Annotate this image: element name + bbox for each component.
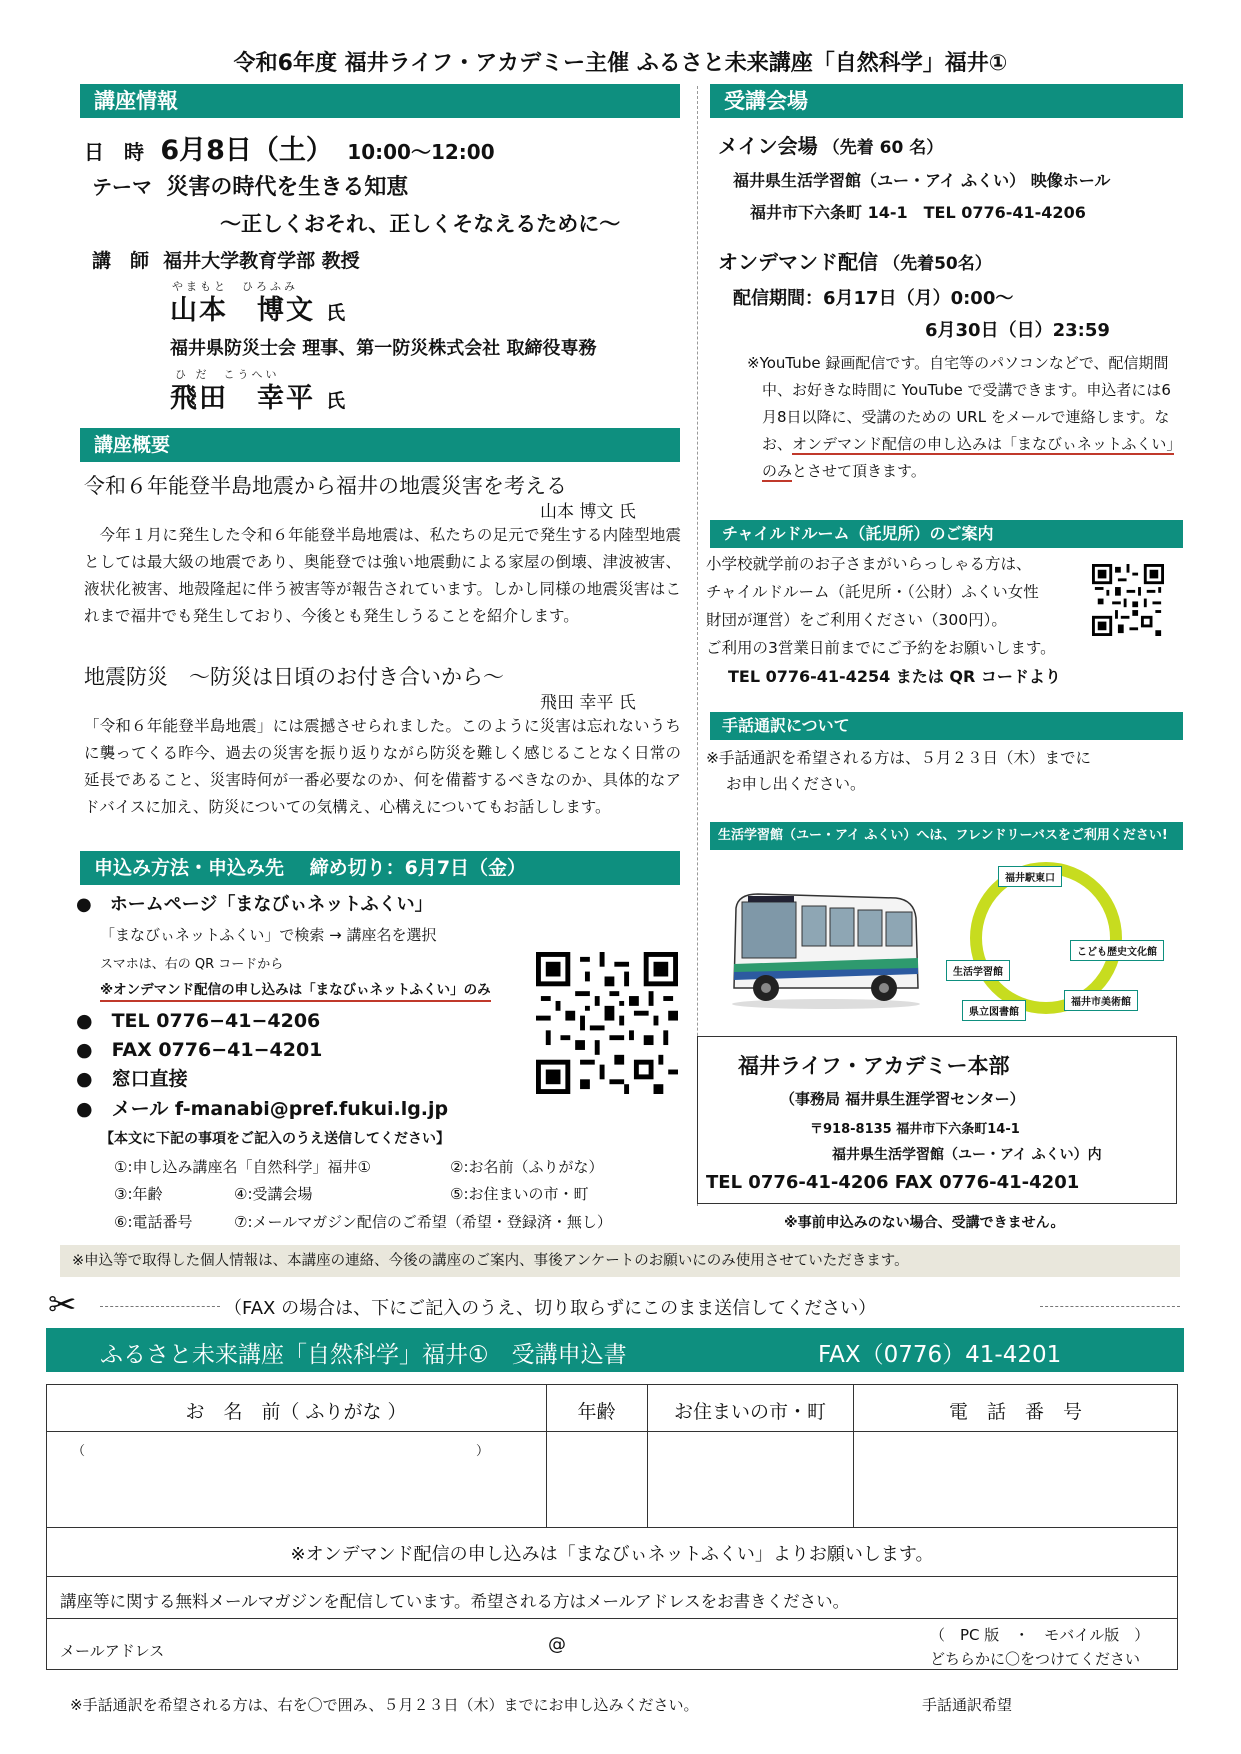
venue-main-row <box>718 130 943 159</box>
form-furigana-close: ） <box>476 1444 490 1459</box>
footer-note: ※手話通訳を希望される方は、右を〇で囲み、５月２３日（木）までにお申し込みください。 <box>70 1696 699 1714</box>
lecturer1-name-row <box>170 288 345 327</box>
bus-stop-library: 県立図書館 <box>962 1000 1026 1021</box>
child-line-4: ご利用の3営業日前までにご予約をお願いします。 <box>706 639 1056 657</box>
lecturer1-honorific: 氏 <box>326 302 346 324</box>
overview-paragraph-2: 「令和６年能登半島地震」には震撼させられました。このように災害は忘れないうちに襲ってくる昨今、過去の災害を振り返りながら防災を難しく感じることなく日常の延長であること、災害時何が一番必要なのか、何を備蓄するべきなのか、具体的なアドバイスに加え、防災についての気構え、心構えについてもお話しします。 <box>84 717 681 816</box>
ondemand-capacity: （先着50名） <box>883 254 992 274</box>
bus-header: 生活学習館（ユー・アイ ふくい）へは、フレンドリーバスをご利用ください! <box>710 822 1183 850</box>
apply-ondemand-note: ※オンデマンド配信の申し込みは「まなびぃネットふくい」のみ <box>100 978 491 1002</box>
form-col-age: 年齢 <box>577 1401 616 1423</box>
lecturer1-affiliation: 福井大学教育学部 教授 <box>163 250 360 272</box>
apply-window: ● 窓口直接 <box>76 1068 188 1090</box>
theme-row <box>92 170 408 201</box>
form-title: ふるさと未来講座「自然科学」福井① 受講申込書 <box>100 1342 627 1368</box>
apply-header: 申込み方法・申込み先 締め切り：6月7日（金） <box>80 851 680 885</box>
lecturer-label: 講 師 <box>92 250 150 272</box>
hq-address-2: 福井県生活学習館（ユー・アイ ふくい）内 <box>832 1147 1102 1163</box>
bus-stop-history-museum: こども歴史文化館 <box>1070 940 1164 961</box>
form-name-input[interactable] <box>48 1460 545 1526</box>
venue-address: 福井市下六条町 14-1 TEL 0776-41-4206 <box>750 203 1086 222</box>
date-label: 日 時 <box>84 140 144 164</box>
theme-subtitle: ～正しくおそれ、正しくそなえるために～ <box>220 212 621 236</box>
form-magazine-divider <box>46 1618 1178 1619</box>
cut-line-left <box>100 1306 220 1307</box>
form-ondemand-note: ※オンデマンド配信の申し込みは「まなびぃネットふくい」よりお願いします。 <box>290 1544 934 1565</box>
cut-line-text: （FAX の場合は、下にご記入のうえ、切り取らずにこのまま送信してください） <box>224 1298 877 1319</box>
venue-main-capacity: （先着 60 名） <box>822 138 944 158</box>
form-version-note: どちらかに〇をつけてください <box>930 1650 1141 1668</box>
theme-label: テーマ <box>92 175 152 199</box>
form-col-tel: 電 話 番 号 <box>948 1401 1082 1423</box>
lecturer-row <box>92 246 360 273</box>
theme-title: 災害の時代を生きる知恵 <box>166 175 409 200</box>
overview-author-2: 飛田 幸平 氏 <box>540 693 636 713</box>
overview-title-1: 令和６年能登半島地震から福井の地震災害を考える <box>84 474 567 498</box>
apply-item-4: ④:受講会場 <box>234 1185 313 1203</box>
apply-tel: ● TEL 0776−41−4206 <box>76 1010 321 1032</box>
scissors-icon: ✂ <box>48 1285 77 1325</box>
form-mail-input[interactable] <box>170 1622 910 1668</box>
date-time: 10:00～12:00 <box>347 140 495 164</box>
apply-homepage: ● ホームページ「まなびぃネットふくい」 <box>76 894 433 915</box>
bus-illustration <box>728 888 924 1010</box>
cut-line-right <box>1040 1306 1180 1307</box>
overview-paragraph-1: 今年１月に発生した令和６年能登半島地震は、私たちの足元で発生する内陸型地震としては最大級の地震であり、奥能登では強い地震動による家屋の倒壊、津波被害、液状化被害、地殻隆起に伴う被害等が報告されています。しかし同様の地震災害はこれまで福井でも発生しており、今後とも発生しうることを紹介します。 <box>84 526 681 625</box>
apply-qr-note: スマホは、右の QR コードから <box>100 957 284 972</box>
apply-item-7: ⑦:メールマガジン配信のご希望（希望・登録済・無し） <box>234 1213 612 1231</box>
bus-stop-fukui-station: 福井駅東口 <box>998 866 1062 887</box>
sign-line-2: お申し出ください。 <box>726 775 866 793</box>
apply-item-2: ②:お名前（ふりがな） <box>450 1158 604 1176</box>
sign-line-1: ※手話通訳を希望される方は、５月２３日（木）までに <box>706 749 1091 767</box>
apply-fax: ● FAX 0776−41−4201 <box>76 1039 323 1061</box>
info-header: 講座情報 <box>80 84 680 118</box>
ondemand-period-start: 配信期間：6月17日（月）0:00～ <box>733 288 1014 309</box>
hq-tel: TEL 0776-41-4206 FAX 0776-41-4201 <box>706 1172 1080 1193</box>
lecturer2-honorific: 氏 <box>326 390 346 412</box>
child-line-3: 財団が運営）をご利用ください（300円）。 <box>706 611 1007 629</box>
child-line-5: TEL 0776-41-4254 または QR コードより <box>728 667 1061 686</box>
sign-header: 手話通訳について <box>710 712 1183 740</box>
date-row <box>84 128 495 167</box>
apply-mail: ● メール f-manabi@pref.fukui.lg.jp <box>76 1098 449 1120</box>
apply-mail-note: 【本文に下記の事項をご記入のうえ送信してください】 <box>100 1131 450 1147</box>
hq-address-1: 〒918-8135 福井市下六条町14-1 <box>810 1122 1020 1137</box>
form-col-name: お 名 前（ ふりがな ） <box>185 1401 407 1423</box>
form-furigana-open: （ <box>72 1444 86 1459</box>
form-mail-label: メールアドレス <box>60 1642 165 1660</box>
apply-item-3: ③:年齢 <box>114 1185 163 1203</box>
form-tel-input[interactable] <box>855 1433 1176 1526</box>
date-main: 6月8日（土） <box>160 135 333 166</box>
footer-sign-request[interactable]: 手話通訳希望 <box>922 1696 1013 1714</box>
overview-title-2: 地震防災 ～防災は日頃のお付き合いから～ <box>84 665 504 689</box>
page-title: 令和6年度 福井ライフ・アカデミー主催 ふるさと未来講座「自然科学」福井① <box>233 51 1008 76</box>
apply-item-1: ①:申し込み講座名「自然科学」福井① <box>114 1158 371 1176</box>
form-header-border <box>46 1431 1178 1432</box>
hq-office: （事務局 福井県生涯学習センター） <box>780 1090 1025 1108</box>
lecturer1-name: 山本 博文 <box>170 295 315 326</box>
hq-warning: ※事前申込みのない場合、受講できません。 <box>784 1215 1065 1231</box>
form-version-options[interactable]: （ PC 版 ・ モバイル版 ） <box>930 1626 1150 1644</box>
apply-search: 「まなびぃネットふくい」で検索 → 講座名を選択 <box>100 926 437 944</box>
lecturer2-name: 飛田 幸平 <box>170 383 315 414</box>
ondemand-note-a: ※YouTube 録画配信です。自宅等のパソコンなどで、配信期間中、お好きな時間に YouTube で受講できます。申込者には6月8日以降に、受講のための URL をメールで連絡します。なお、 <box>747 354 1171 453</box>
child-line-1: 小学校就学前のお子さまがいらっしゃる方は、 <box>706 555 1032 573</box>
lecturer2-ruby: ひ だ こうへい <box>175 368 280 381</box>
venue-main-label: メイン会場 <box>718 134 818 158</box>
child-line-2: チャイルドルーム（託児所・（公財）ふくい女性 <box>706 583 1039 601</box>
form-city-input[interactable] <box>649 1433 852 1526</box>
form-magazine-note: 講座等に関する無料メールマガジンを配信しています。希望される方はメールアドレスをお書きください。 <box>60 1592 850 1611</box>
ondemand-period-end: 6月30日（日）23:59 <box>925 320 1110 341</box>
lecturer1-ruby: やまもと ひろふみ <box>172 280 298 293</box>
child-header: チャイルドルーム（託児所）のご案内 <box>710 520 1183 548</box>
venue-hall: 福井県生活学習館（ユー・アイ ふくい） 映像ホール <box>733 171 1111 190</box>
bus-stop-learning-center: 生活学習館 <box>946 960 1010 981</box>
venue-header: 受講会場 <box>710 84 1183 118</box>
ondemand-note-b: オンデマンド配信の申し込みは「まなびぃネットふくい」のみ <box>762 435 1174 480</box>
form-col-city: お住まいの市・町 <box>673 1401 826 1423</box>
hq-title: 福井ライフ・アカデミー本部 <box>738 1054 1010 1078</box>
ondemand-label: オンデマンド配信 <box>718 250 878 274</box>
lecturer2-name-row <box>170 376 345 415</box>
form-age-input[interactable] <box>548 1433 646 1526</box>
child-qr-code <box>1092 564 1164 636</box>
ondemand-note <box>747 350 1175 485</box>
overview-author-1: 山本 博文 氏 <box>540 502 636 522</box>
ondemand-note-c: とさせて頂きます。 <box>792 462 926 480</box>
overview-header: 講座概要 <box>80 428 680 462</box>
privacy-notice: ※申込等で取得した個人情報は、本講座の連絡、今後の講座のご案内、事後アンケートのお願いにのみ使用させていただきます。 <box>60 1245 1180 1277</box>
apply-qr-code <box>536 952 678 1094</box>
form-fax: FAX（0776）41-4201 <box>818 1342 1062 1368</box>
apply-item-5: ⑤:お住まいの市・町 <box>450 1185 589 1203</box>
bus-stop-art-museum: 福井市美術館 <box>1064 990 1138 1011</box>
form-mail-at: @ <box>548 1634 566 1655</box>
lecturer2-affiliation: 福井県防災士会 理事、第一防災株式会社 取締役専務 <box>170 338 597 359</box>
ondemand-row <box>718 246 992 275</box>
apply-item-6: ⑥:電話番号 <box>114 1213 193 1231</box>
